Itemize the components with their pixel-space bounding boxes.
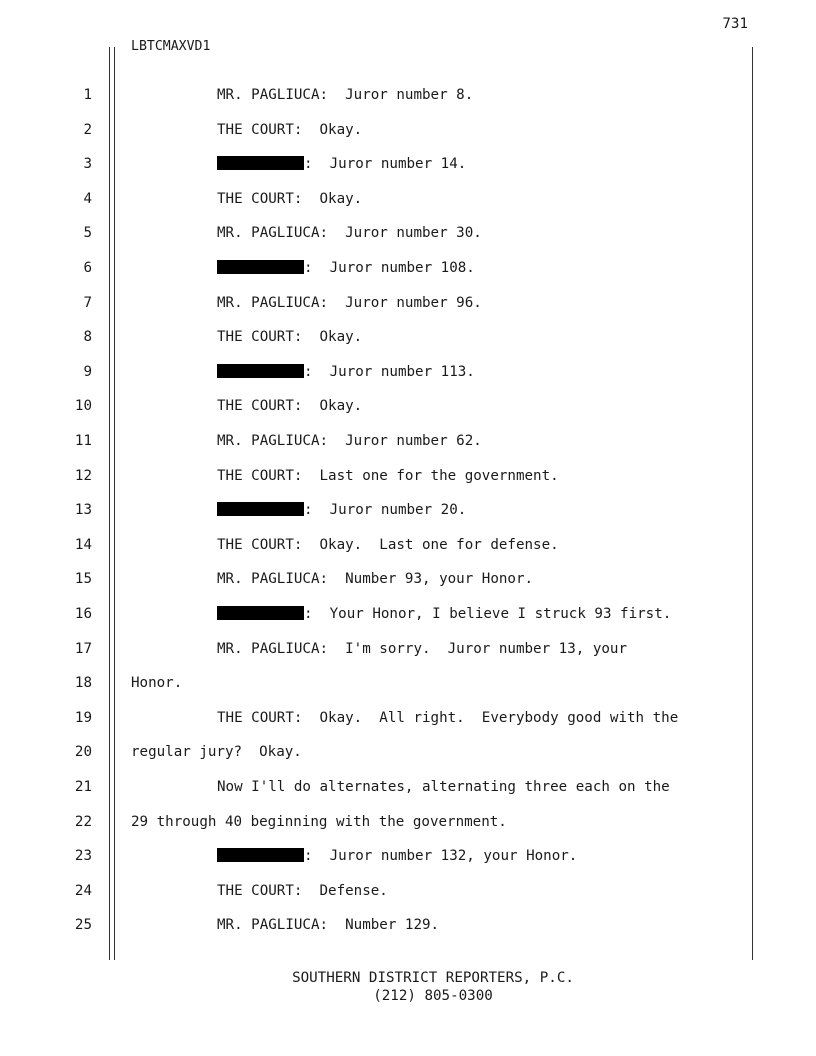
line-number: 7 (83, 294, 92, 311)
left-margin-rule (109, 47, 110, 960)
transcript-line (217, 881, 388, 901)
line-number: 8 (83, 329, 92, 346)
redaction-block (217, 502, 304, 516)
transcript-line (217, 466, 559, 486)
transcript-line (131, 673, 182, 693)
transcript-line (217, 258, 475, 278)
transcript-line (217, 708, 678, 728)
case-code: LBTCMAXVD1 (131, 39, 211, 54)
transcript-line (217, 327, 362, 347)
left-margin-rule-inner (114, 47, 115, 960)
transcript-line (217, 120, 362, 140)
transcript-line (217, 535, 559, 555)
line-number: 18 (74, 675, 92, 692)
line-number: 12 (74, 467, 92, 484)
transcript-line (217, 85, 473, 105)
transcript-text: MR. PAGLIUCA: Juror number 96. (217, 294, 482, 311)
transcript-line (217, 500, 466, 520)
footer-phone: (212) 805-0300 (373, 988, 493, 1004)
line-number: 9 (83, 363, 92, 380)
transcript-text: MR. PAGLIUCA: Number 93, your Honor. (217, 571, 534, 588)
line-number: 3 (83, 156, 92, 173)
line-number: 17 (74, 640, 92, 657)
transcript-line (217, 223, 482, 243)
transcript-text: MR. PAGLIUCA: Juror number 62. (217, 433, 482, 449)
transcript-text: MR. PAGLIUCA: Juror number 30. (217, 225, 482, 242)
line-number: 1 (83, 87, 92, 103)
footer-reporter: SOUTHERN DISTRICT REPORTERS, P.C. (292, 970, 574, 986)
transcript-line (217, 154, 466, 174)
transcript-text: 29 through 40 beginning with the government. (131, 813, 507, 830)
transcript-text: THE COURT: Okay. Last one for defense. (217, 536, 559, 553)
transcript-text: : Juror number 20. (304, 502, 467, 519)
redaction-block (217, 156, 304, 170)
redaction-block (217, 848, 304, 862)
transcript-text: : Juror number 108. (304, 260, 475, 276)
right-margin-rule (752, 47, 753, 960)
line-number: 10 (74, 398, 92, 415)
transcript-line (131, 742, 302, 762)
transcript-text: THE COURT: Okay. (217, 329, 363, 346)
transcript-line (217, 846, 577, 866)
transcript-line (131, 812, 507, 832)
transcript-text: THE COURT: Okay. All right. Everybody good with the (217, 709, 679, 726)
line-number: 14 (74, 536, 92, 553)
transcript-line (217, 293, 482, 313)
transcript-text: : Juror number 14. (304, 156, 467, 173)
line-number: 5 (83, 225, 92, 242)
transcript-line (217, 604, 671, 624)
transcript-line (217, 396, 362, 416)
line-number: 4 (83, 190, 92, 207)
transcript-line (217, 777, 670, 797)
transcript-text: THE COURT: Okay. (217, 121, 363, 138)
transcript-line (217, 915, 439, 935)
transcript-line (217, 639, 627, 659)
line-number: 13 (74, 502, 92, 519)
transcript-text: : Juror number 113. (304, 363, 475, 380)
line-number: 2 (83, 121, 92, 138)
line-number: 11 (74, 433, 92, 449)
line-number: 23 (74, 848, 92, 865)
transcript-text: MR. PAGLIUCA: Number 129. (217, 917, 440, 934)
transcript-text: : Your Honor, I believe I struck 93 first. (304, 606, 672, 622)
line-number: 15 (74, 571, 92, 588)
transcript-text: THE COURT: Okay. (217, 398, 363, 415)
line-number: 25 (74, 917, 92, 934)
transcript-text: Now I'll do alternates, alternating three each on the (217, 779, 670, 795)
transcript-text: THE COURT: Last one for the government. (217, 467, 559, 484)
line-number: 21 (74, 779, 92, 795)
redaction-block (217, 260, 304, 274)
transcript-text: MR. PAGLIUCA: Juror number 8. (217, 87, 474, 103)
transcript-text: : Juror number 132, your Honor. (304, 848, 578, 865)
transcript-text: Honor. (131, 675, 183, 692)
transcript-line (217, 362, 475, 382)
transcript-text: regular jury? Okay. (131, 744, 302, 761)
line-number: 16 (74, 606, 92, 622)
transcript-text: MR. PAGLIUCA: I'm sorry. Juror number 13, your (217, 640, 627, 657)
transcript-line (217, 431, 482, 451)
transcript-line (217, 189, 362, 209)
footer (0, 969, 816, 1005)
redaction-block (217, 364, 304, 378)
line-number: 24 (74, 882, 92, 899)
line-number: 6 (83, 260, 92, 276)
line-number: 20 (74, 744, 92, 761)
transcript-text: THE COURT: Okay. (217, 190, 363, 207)
page-number: 731 (722, 16, 748, 32)
line-number: 19 (74, 709, 92, 726)
transcript-text: THE COURT: Defense. (217, 882, 388, 899)
line-number: 22 (74, 813, 92, 830)
transcript-line (217, 569, 533, 589)
redaction-block (217, 606, 304, 620)
